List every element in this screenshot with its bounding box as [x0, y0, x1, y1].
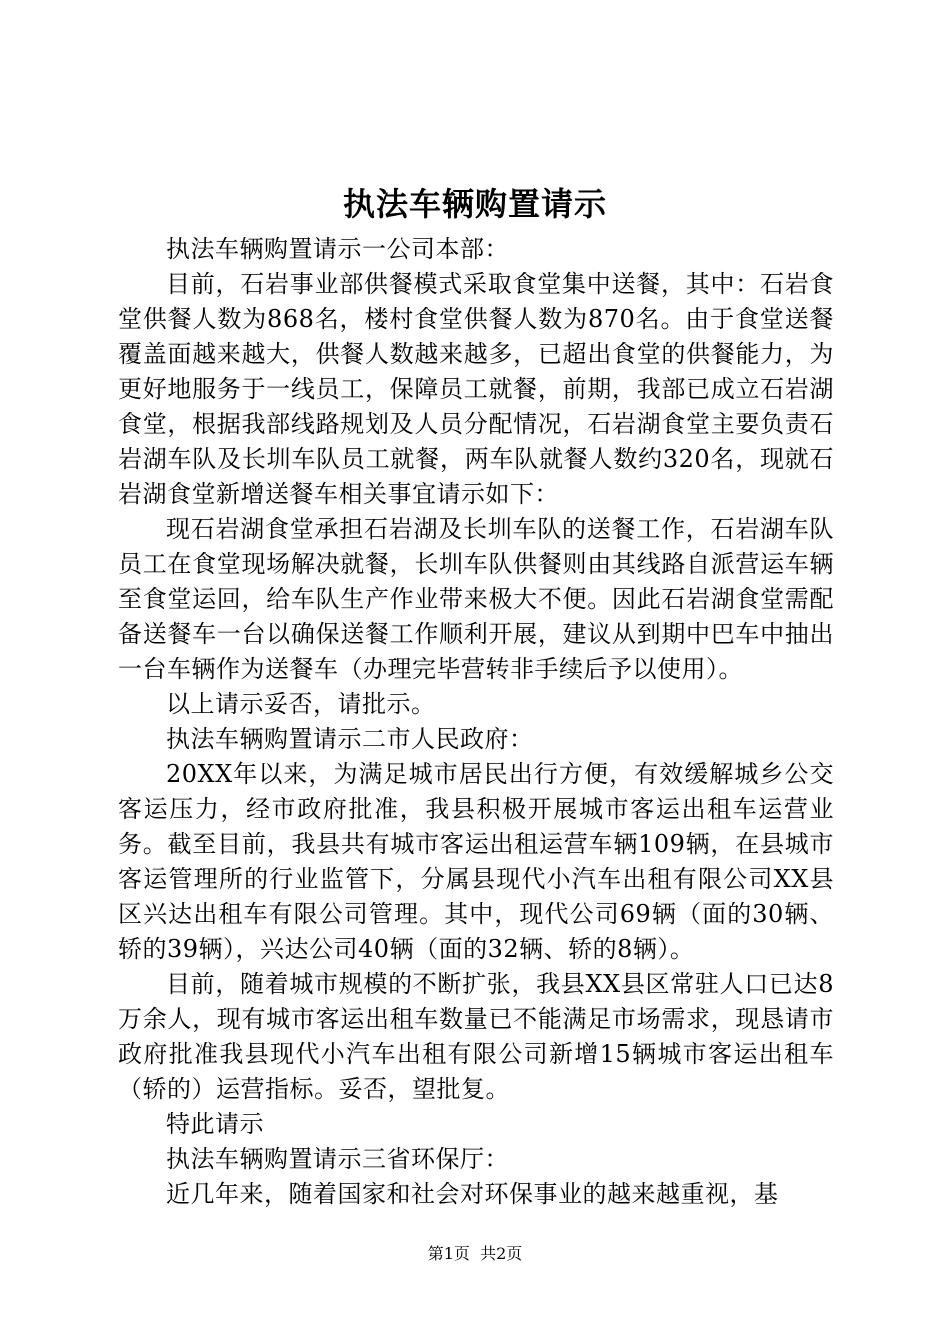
paragraph: 目前，石岩事业部供餐模式采取食堂集中送餐，其中：石岩食堂供餐人数为868名，楼村食堂供餐人数为870名。由于食堂送餐覆盖面越来越大，供餐人数越来越多，已超出食堂的供餐能力，为更好地服务于一线员工，保障员工就餐，前期，我部已成立石岩湖食堂，根据我部线路规划及人员分配情况，石岩湖食堂主要负责石岩湖车队及长圳车队员工就餐，两车队就餐人数约320名，现就石岩湖食堂新增送餐车相关事宜请示如下：	[118, 270, 834, 508]
paragraph: 目前，随着城市规模的不断扩张，我县XX县区常驻人口已达8万余人，现有城市客运出租车数量已不能满足市场需求，现恳请市政府批准我县现代小汽车出租有限公司新增15辆城市客运出租车（轿的）运营指标。妥否，望批复。	[118, 970, 834, 1103]
paragraph: 近几年来，随着国家和社会对环保事业的越来越重视，基	[166, 1180, 779, 1208]
paragraph: 以上请示妥否，请批示。	[166, 690, 436, 718]
document-title: 执法车辆购置请示	[342, 185, 607, 223]
paragraph: 特此请示	[166, 1110, 264, 1138]
page-footer	[0, 1242, 950, 1266]
paragraph: 现石岩湖食堂承担石岩湖及长圳车队的送餐工作，石岩湖车队员工在食堂现场解决就餐，长圳车队供餐则由其线路自派营运车辆至食堂运回，给车队生产作业带来极大不便。因此石岩湖食堂需配备送餐车一台以确保送餐工作顺利开展，建议从到期中巴车中抽出一台车辆作为送餐车（办理完毕营转非手续后予以使用）。	[118, 515, 834, 683]
paragraph: 执法车辆购置请示一公司本部：	[166, 235, 509, 263]
document-body	[118, 232, 834, 1212]
paragraph: 20XX年以来，为满足城市居民出行方便，有效缓解城乡公交客运压力，经市政府批准，我县积极开展城市客运出租车运营业务。截至目前，我县共有城市客运出租运营车辆109辆，在县城市客运管理所的行业监管下，分属县现代小汽车出租有限公司XX县区兴达出租车有限公司管理。其中，现代公司69辆（面的30辆、轿的39辆），兴达公司40辆（面的32辆、轿的8辆）。	[118, 760, 834, 963]
paragraph: 执法车辆购置请示三省环保厅：	[166, 1145, 509, 1173]
page-number: 第1页 共2页	[427, 1244, 523, 1263]
paragraph: 执法车辆购置请示二市人民政府：	[166, 725, 534, 753]
